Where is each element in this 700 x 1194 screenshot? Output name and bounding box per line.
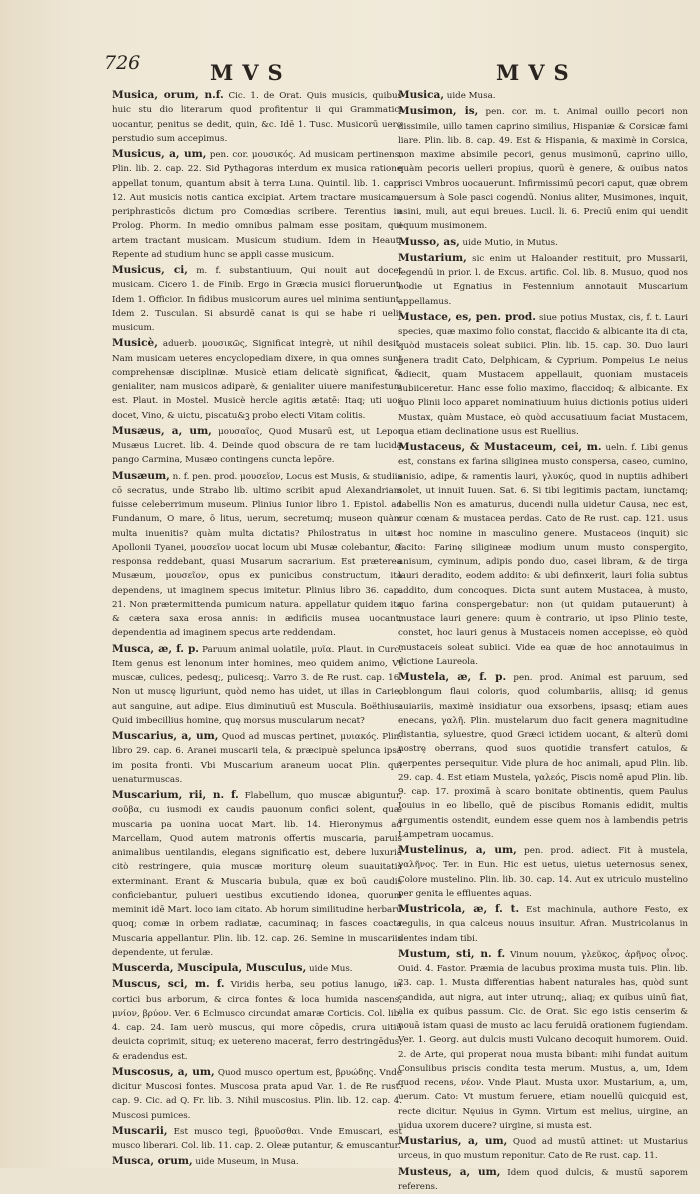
entry-headword: Musæus, a, um, <box>112 425 212 437</box>
entry-headword: Musso, as, <box>398 236 460 248</box>
dictionary-entry <box>398 88 688 103</box>
entry-definition: Cic. 1. de Orat. Quis musicis, quibus huic stu dio literarum quod profitentur ii qui Grammatici uocantur, penitus se dedit, quin, &c. Idē 1. Tusc. Musicorū uero perstudio sum accepimus. <box>112 91 402 144</box>
entry-definition: siue potius Mustax, cis, f. t. Lauri species, quæ maximo folio constat, flaccido & albicante ita di cta, quòd mustaceis soleat subiici. Plin. lib. 15. cap. 30. Duo lauri genera tradit Cato, Delphicam, & Cyprium. Pompeius Le neius adiecit, quam Mustacem appellauit, quoniam mustaceis subiiceretur. Hanc esse folio maximo, flaccidoq; & albicante. Ex quo Plinii loco apparet nominatiuum huius dictionis potius uideri Mustax, quàm Mustace, eò quòd accusatiuum faciat Mustacem, qua etiam declinatione usus est Ruellius. <box>398 313 688 437</box>
dictionary-entry <box>112 977 402 1064</box>
entry-definition: pen. prod. Animal est paruum, sed oblongum flaui coloris, quod columbariis, aliisq; id genus auiariis, maximè insidiatur oua exsorbens, ipsasq; etiam aues enecans, γαλῆ. Plin. mustelarum duo facit genera magnitudine distantia, syluestre, quod Græci ictidem uocant, & alterū domi nostrę oberrans, quod suos quotidie transfert catulos, & serpentes persequitur. Vide plura de hoc animali, apud Plin. lib. 29. cap. 4. Est etiam Mustela, γαλεός, Piscis nomē apud Plin. lib. 9. cap. 17. proximā à scaro bonitate obtinentis, quem Paulus Iouius in eo libello, quē de piscibus Romanis edidit, multis argumentis ostendit, eundem esse quem nos à lambendis petris Lampetram uocamus. <box>398 673 688 840</box>
entry-definition: Idem quod dulcis, & mustū saporem referens. <box>398 1168 688 1192</box>
entry-headword: Mustum, sti, n. f. <box>398 948 505 960</box>
entry-headword: Muscus, sci, m. f. <box>112 978 225 990</box>
entry-headword: Mustela, æ, f. p. <box>398 671 506 683</box>
dictionary-entry <box>112 1124 402 1154</box>
left-column <box>112 88 402 1158</box>
entry-definition: Est musco tegi, βρυοῦσθαι. Vnde Emuscari, est musco liberari. Col. lib. 11. cap. 2. Oleæ putantur, & emuscantur. <box>112 1127 402 1151</box>
entry-headword: Mustarius, a, um, <box>398 1135 507 1147</box>
dictionary-entry <box>112 961 402 976</box>
entry-headword: Mustace, es, pen. prod. <box>398 311 536 323</box>
dictionary-entry <box>112 788 402 960</box>
entry-headword: Muscarii, <box>112 1125 168 1137</box>
entry-definition: pen. prod. adiect. Fit à mustela, γαλῆνος. Ter. in Eun. Hic est uetus, uietus ueternosus senex, Colore mustelino. Plin. lib. 30. cap. 14. Aut ex utriculo mustelino per genita le effluentes aquas. <box>398 846 688 899</box>
dictionary-entry <box>112 1154 402 1169</box>
dictionary-entry <box>112 147 402 262</box>
entry-headword: Musica, orum, n.f. <box>112 89 224 101</box>
entry-headword: Mustarium, <box>398 252 467 264</box>
running-header-left: MVS <box>210 60 292 85</box>
running-header-right: MVS <box>496 60 578 85</box>
entry-headword: Muscerda, Muscipula, Musculus, <box>112 962 306 974</box>
entry-headword: Musca, orum, <box>112 1155 193 1167</box>
entry-definition: Est machinula, authore Festo, ex regulis, in qua calceus nouus insuitur. Afran. Mustricolanus in dentes indam tibi. <box>398 905 688 944</box>
dictionary-entry <box>112 88 402 146</box>
entry-headword: Musca, æ, f. p. <box>112 643 199 655</box>
entry-definition: uide Mus. <box>309 964 353 974</box>
dictionary-entry <box>398 1134 688 1164</box>
right-column <box>398 88 688 1158</box>
entry-definition: Vinum nouum, γλεῦκος, ἀρῆνος οἶνος. Ouid. 4. Fastor. Præmia de lacubus proxima musta tuis. Plin. lib. 23. cap. 1. Musta differentias habent naturales has, quòd sunt candida, aut nigra, aut inter utrunq;, aliaq; ex quibus uinū fiat, alia ex quibus passum. Cic. de Orat. Sic ego istis censerim & nouā istam quasi de musto ac lacu feruidā orationem fugiendam. Ver. 1. Georg. aut dulcis musti Vulcano decoquit humorem. Ouid. 2. de Arte, qui properat noua musta bibant: mihi fundat auitum Consulibus priscis condita testa merum. Mustus, a, um, Idem quod recens, νέον. Vnde Plaut. Musta uxor. Mustarium, a, um, uerum. Cato: Vt mustum feruere, etiam nouellū quicquid est, recte dicitur. Nęuius in Gymn. Virtum est melius, uirgine, an uidua uxorem ducere? uirgine, si musta est. <box>398 950 688 1131</box>
entry-definition: uide Mutio, in Mutus. <box>463 238 558 248</box>
entry-definition: pen. cor. m. t. Animal ouillo pecori non dissimile, uillo tamen caprino similius, Hispaniæ & Corsicæ fami liare. Plin. lib. 8. cap. 49. Est & Hispania, & maximè in Corsica, non maxime absimile pecori, genus musimonū, caprino uillo, quàm pecoris uelleri propius, quorū è genere, & ouibus natos prisci Vmbros uocauerunt. Infirmissimū pecori caput, quæ obrem auersum à Sole pasci cogendū. Nonius aliter, Musimones, inquit, asini, muli, aut equi breues. Lucil. li. 6. Preciū enim qui uendit equum musimonem. <box>398 107 688 231</box>
dictionary-entry <box>398 670 688 842</box>
entry-headword: Musicè, <box>112 337 158 349</box>
entry-definition: pen. cor. μουσικός. Ad musicam pertinens, Plin. lib. 2. cap. 22. Sid Pythagoras interdum ex musica ratione appellat tonum, quantum absit à terra Luna. Quintil. lib. 1. cap. 12. Aut musicis notis cantica excipiat. Artem tractare musicam, periphrasticōs dictum pro Comœdias scribere. Terentius in Prolog. Phorm. In medio omnibus palmam esse positam, qui artem tractant musicam. Musicum studium. Idem in Heaut. Repente ad studium hunc se appli casse musicum. <box>112 150 402 260</box>
entry-headword: Musteus, a, um, <box>398 1166 500 1178</box>
dictionary-entry <box>398 104 688 233</box>
entry-definition: Quod ad muscas pertinet, μυιακός. Plin. libro 29. cap. 6. Aranei muscarii tela, & præcipuè spelunca ipsa im posita fronti. Vbi Muscarium araneum uocat Plin. qui uenaturmuscas. <box>112 732 402 785</box>
entry-definition: aduerb. μουσικῶς, Significat integrè, ut nihil desit. Nam musicam ueteres encyclopediam dixere, in qua omnes sunt comprehensæ disciplinæ. Musicè etiam delicatè significat, & genialiter, nam musicos adiparè, & genialiter uiuere manifestum est. Plaut. in Mostel. Musicè hercle agitis ætatē: Itaq; uti uos docet, Vino, & uictu, piscatu&ꝫ probo electi Vitam colitis. <box>112 339 402 420</box>
entry-definition: Viridis herba, seu potius lanugo, in cortici bus arborum, & circa fontes & loca humida nascens, μνίον, βρύον. Ver. 6 Eclmusco circundat amaræ Corticis. Col. lib. 4. cap. 24. Iam uerò muscus, qui more cōpedis, crura uitiū deuicta coprimit, situq; ex uetereno macerat, ferro destringēdus, & eradendus est. <box>112 980 402 1061</box>
entry-definition: Paruum animal uolatile, μυῖα. Plaut. in Curc. Item genus est lenonum inter homines, meo quidem animo, Vt muscæ, culices, pedesq;, pulicesq;. Varro 3. de Re rust. cap. 16. Non ut muscę liguriunt, quòd nemo has uidet, ut illas in Carie, aut sanguine, aut adipe. Eius diminutiuū est Muscula. Boëthius: Quid imbecillius homine, quę morsus muscularum necat? <box>112 645 402 726</box>
entry-headword: Musimon, is, <box>398 105 478 117</box>
entry-headword: Muscosus, a, um, <box>112 1066 215 1078</box>
dictionary-entry <box>398 902 688 946</box>
entry-headword: Musæum, <box>112 470 170 482</box>
dictionary-entry <box>398 440 688 669</box>
entry-definition: Quod musco opertum est, βρυώδης. Vnde dicitur Muscosi fontes. Muscosa prata apud Var. 1. de Re rust. cap. 9. Cic. ad Q. Fr. lib. 3. Nihil muscosius. Plin. lib. 12. cap. 4. Muscosi pumices. <box>112 1068 402 1121</box>
dictionary-entry <box>398 235 688 250</box>
entry-headword: Mustricola, æ, f. t. <box>398 903 519 915</box>
entry-headword: Muscarium, rii, n. f. <box>112 789 239 801</box>
dictionary-entry <box>112 1065 402 1123</box>
entry-definition: uide Museum, in Musa. <box>195 1157 298 1167</box>
entry-definition: sic enim ut Haloander restituit, pro Mussarii, legendū in prior. l. de Excus. artific. Col. lib. 8. Musuo, quod nos hodie ut Egnatius in Festennium annotauit Muscarium appellamus. <box>398 254 688 307</box>
dictionary-entry <box>398 1165 688 1194</box>
entry-definition: m. f. substantiuum, Qui nouit aut docet musicam. Cicero 1. de Finib. Ergo in Græcia musici floruerunt, Idem 1. Officior. In fidibus musicorum aures uel minima sentiunt. Idem 2. Tusculan. Si absurdē canat is qui se habe ri uelit musicum. <box>112 266 402 333</box>
dictionary-entry <box>398 843 688 901</box>
dictionary-entry <box>112 729 402 787</box>
dictionary-entry <box>398 947 688 1133</box>
entry-headword: Musica, <box>398 89 444 101</box>
dictionary-entry <box>398 251 688 309</box>
entry-definition: Quod ad mustū attinet: ut Mustarius urceus, in quo mustum reponitur. Cato de Re rust. cap. 11. <box>398 1137 688 1161</box>
dictionary-entry <box>112 642 402 729</box>
entry-headword: Muscarius, a, um, <box>112 730 218 742</box>
entry-headword: Musicus, a, um, <box>112 148 206 160</box>
dictionary-entry <box>112 469 402 641</box>
entry-definition: Flabellum, quo muscæ abiguntur, σοῦβα, cu iusmodi ex caudis pauonum confici solent, quæ muscaria pa uonina uocat Mart. lib. 14. Hieronymus ad Marcellam, Quod autem matronis offertis muscaria, paruis animalibus uentilandis, elegans significatio est, debere luxuriā citò restringere, quia muscæ moriturę oleum suauitatis exterminant. Erant & Muscaria bubula, quæ ex boū caudis conficiebantur, pulueri uestibus excutiendo idonea, quorum meminit idē Mart. loco iam citato. Ab horum similitudine herbarū quoq; comæ in orbem radiatæ, cacuminaq; in fasces coacta Muscaria appellantur. Plin. lib. 12. cap. 26. Semine in muscariis dependente, ut ferulæ. <box>112 791 402 958</box>
entry-headword: Mustelinus, a, um, <box>398 844 517 856</box>
entry-definition: uide Musa. <box>447 91 496 101</box>
entry-headword: Mustaceus, & Mustaceum, cei, m. <box>398 441 602 453</box>
dictionary-entry <box>112 336 402 423</box>
entry-definition: ueln. f. Libi genus est, constans ex farina siliginea musto conspersa, caseo, cumino, anisio, adipe, & ramentis lauri, γλυκύς, quod in nuptiis adhiberi solet, ut innuit Iuuen. Sat. 6. Si tibi legitimis pactam, iunctamq; tabellis Non es amaturus, ducendi nulla uidetur Causa, nec est, cur cœnam & mustacea perdas. Cato de Re rust. cap. 121. usus est hoc nomine in masculino genere. Mustaceos (inquit) sic facito: Farinę siligineæ modium unum musto conspergito, anisum, cyminum, adipis pondo duo, casei libram, & de tirga lauri deradito, eodem addito: & ubi definxerit, lauri folia subtus addito, dum concoques. Dicta sunt autem Mustacea, à musto, quo farina conspergebatur: non (ut quidam putauerunt) à mustace lauri genere: quum è contrario, ut ipso Plinio teste, constet, hoc lauri genus à Mustaceis nomen accepisse, eò quòd mustaceis soleat subiici. Vide ea quæ de hoc annotauimus in dictione Laureola. <box>398 443 688 667</box>
dictionary-entry <box>112 263 402 335</box>
entry-definition: μουσαῖος, Quod Musarū est, ut Lepor Musæus Lucret. lib. 4. Deinde quod obscura de re tam lucida pango Carmina, Musæo contingens cuncta lepōre. <box>112 427 402 466</box>
entry-definition: n. f. pen. prod. μουσεῖον, Locus est Musis, & studiis cō secratus, unde Strabo lib. ultimo scribit apud Alexandriam fuisse celeberrimum museum. Plinius Iunior libro 1. Epistol. ad Fundanum, O mare, ō litus, uerum, secretumq; museon quàm multa inuenitis? quàm multa dictatis? Philostratus in uita Apollonii Tyanei, μουσεῖον uocat locum ubi Musæ colebantur, & responsa reddebant, quasi Musarum sacrarium. Est præterea Musæum, μουσεῖον, opus ex punicibus constructum, ita dependens, ut imaginem specus imitetur. Plinius libro 36. cap. 21. Non prætermittenda pumicum natura. appellatur quidem ita & cætera saxa erosa annis: in ædificiis musea uocant, dependentia ad imaginem specus arte reddendam. <box>112 472 402 639</box>
dictionary-entry <box>112 424 402 468</box>
dictionary-entry <box>398 310 688 439</box>
entry-headword: Musicus, ci, <box>112 264 188 276</box>
page-number: 726 <box>104 52 140 74</box>
